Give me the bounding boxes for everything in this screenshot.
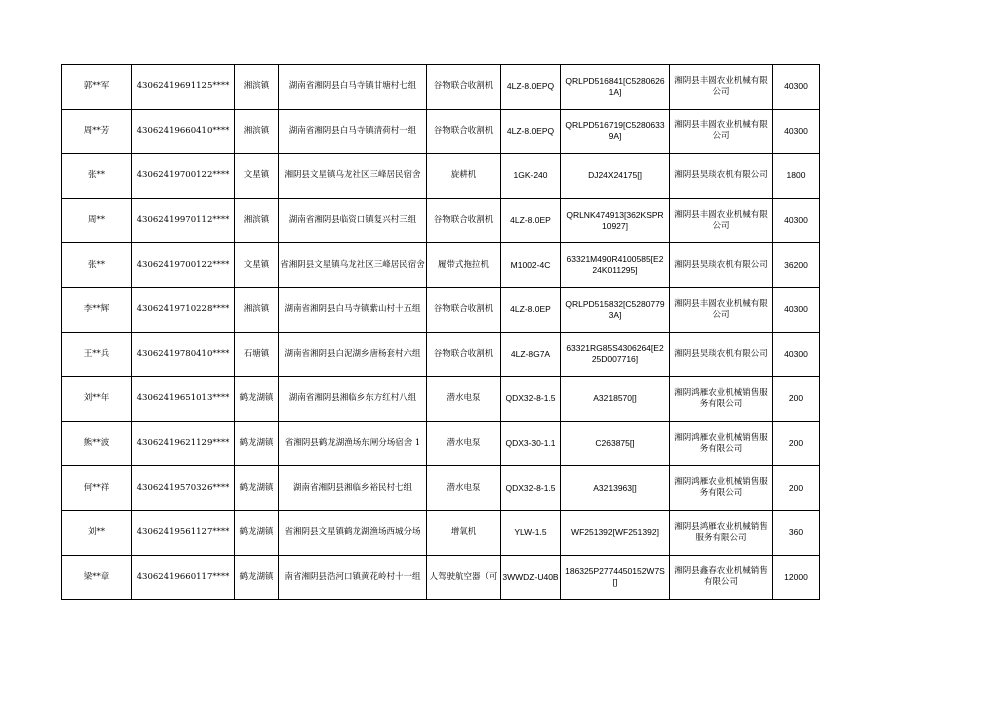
table-row: [62, 154, 820, 199]
town-cell: 湘滨镇: [235, 287, 279, 332]
serial-number-cell: DJ24X24175[]: [561, 154, 670, 199]
serial-number-cell: 63321RG85S4306264[E225D007716]: [561, 332, 670, 377]
address-cell: 湖南省湘阴县白马寺镇紫山村十五组: [279, 287, 427, 332]
table-row: [62, 510, 820, 555]
model-cell: 4LZ-8.0EPQ: [501, 109, 561, 154]
subsidy-amount-cell: 40300: [773, 332, 820, 377]
farmer-name-cell: 王**兵: [62, 332, 132, 377]
machine-type-cell: 谷物联合收割机: [427, 65, 501, 110]
serial-number-cell: A3218570[]: [561, 377, 670, 422]
model-cell: QDX32-8-1.5: [501, 377, 561, 422]
farmer-name-cell: 何**祥: [62, 466, 132, 511]
subsidy-amount-cell: 360: [773, 510, 820, 555]
town-cell: 湘滨镇: [235, 65, 279, 110]
machine-type-cell: 履带式拖拉机: [427, 243, 501, 288]
table-row: [62, 109, 820, 154]
serial-number-cell: QRLPD516841[C52806261A]: [561, 65, 670, 110]
id-number-cell: 43062419970112****: [132, 198, 235, 243]
subsidy-amount-cell: 40300: [773, 198, 820, 243]
id-number-cell: 43062419621129****: [132, 421, 235, 466]
id-number-cell: 43062419780410****: [132, 332, 235, 377]
farmer-name-cell: 周**芳: [62, 109, 132, 154]
serial-number-cell: QRLPD515832[C52807793A]: [561, 287, 670, 332]
address-cell: 湖南省湘阴县湘临乡东方红村八组: [279, 377, 427, 422]
machine-type-cell: 谷物联合收割机: [427, 198, 501, 243]
id-number-cell: 43062419700122****: [132, 243, 235, 288]
serial-number-cell: C263875[]: [561, 421, 670, 466]
machine-type-cell: 潜水电泵: [427, 421, 501, 466]
subsidy-amount-cell: 200: [773, 466, 820, 511]
dealer-cell: 湘阴鸿雁农业机械销售服务有限公司: [670, 421, 773, 466]
address-cell: 湖南省湘阴县白泥湖乡唐杨套村六组: [279, 332, 427, 377]
dealer-cell: 湘阴县昊琰农机有限公司: [670, 243, 773, 288]
id-number-cell: 43062419651013****: [132, 377, 235, 422]
farmer-name-cell: 刘**年: [62, 377, 132, 422]
dealer-cell: 湘阴鸿雁农业机械销售服务有限公司: [670, 377, 773, 422]
subsidy-amount-cell: 200: [773, 377, 820, 422]
serial-number-cell: 186325P2774450152W7S[]: [561, 555, 670, 600]
machine-type-cell: 谷物联合收割机: [427, 287, 501, 332]
model-cell: 4LZ-8.0EP: [501, 198, 561, 243]
id-number-cell: 43062419691125****: [132, 65, 235, 110]
address-cell: 南省湘阴县浩河口镇黄花岭村十一组: [279, 555, 427, 600]
serial-number-cell: QRLNK474913[362KSPR10927]: [561, 198, 670, 243]
address-cell: 湖南省湘阴县湘临乡裕民村七组: [279, 466, 427, 511]
table-row: [62, 421, 820, 466]
data-table-sheet: [61, 64, 820, 600]
table-row: [62, 555, 820, 600]
subsidy-amount-cell: 40300: [773, 65, 820, 110]
farmer-name-cell: 张**: [62, 243, 132, 288]
model-cell: M1002-4C: [501, 243, 561, 288]
farmer-name-cell: 梁**章: [62, 555, 132, 600]
town-cell: 文星镇: [235, 154, 279, 199]
address-cell: 省湘阴县文星镇鹤龙湖渔场西城分场: [279, 510, 427, 555]
farmer-name-cell: 张**: [62, 154, 132, 199]
dealer-cell: 湘阴县丰圆农业机械有限公司: [670, 198, 773, 243]
model-cell: QDX32-8-1.5: [501, 466, 561, 511]
dealer-cell: 湘阴县丰圆农业机械有限公司: [670, 109, 773, 154]
town-cell: 鹤龙湖镇: [235, 510, 279, 555]
town-cell: 湘滨镇: [235, 109, 279, 154]
id-number-cell: 43062419660410****: [132, 109, 235, 154]
town-cell: 湘滨镇: [235, 198, 279, 243]
dealer-cell: 湘阴县丰圆农业机械有限公司: [670, 287, 773, 332]
machine-type-cell: 谷物联合收割机: [427, 109, 501, 154]
farmer-name-cell: 李**辉: [62, 287, 132, 332]
address-cell: 省湘阴县鹤龙湖渔场东闸分场宿舍 1: [279, 421, 427, 466]
dealer-cell: 湘阴县鑫春农业机械销售有限公司: [670, 555, 773, 600]
town-cell: 鹤龙湖镇: [235, 421, 279, 466]
serial-number-cell: A3213963[]: [561, 466, 670, 511]
id-number-cell: 43062419660117****: [132, 555, 235, 600]
serial-number-cell: QRLPD516719[C52806339A]: [561, 109, 670, 154]
model-cell: QDX3-30-1.1: [501, 421, 561, 466]
table-row: [62, 332, 820, 377]
farmer-name-cell: 郭**军: [62, 65, 132, 110]
model-cell: 4LZ-8.0EPQ: [501, 65, 561, 110]
subsidy-amount-cell: 40300: [773, 287, 820, 332]
dealer-cell: 湘阴县昊琰农机有限公司: [670, 154, 773, 199]
subsidy-table: [61, 64, 820, 600]
subsidy-amount-cell: 40300: [773, 109, 820, 154]
machine-type-cell: 增氧机: [427, 510, 501, 555]
id-number-cell: 43062419570326****: [132, 466, 235, 511]
dealer-cell: 湘阴县昊琰农机有限公司: [670, 332, 773, 377]
id-number-cell: 43062419700122****: [132, 154, 235, 199]
subsidy-amount-cell: 36200: [773, 243, 820, 288]
table-row: [62, 198, 820, 243]
table-row: [62, 466, 820, 511]
subsidy-amount-cell: 1800: [773, 154, 820, 199]
table-row: [62, 377, 820, 422]
machine-type-cell: 谷物联合收割机: [427, 332, 501, 377]
subsidy-amount-cell: 200: [773, 421, 820, 466]
town-cell: 文星镇: [235, 243, 279, 288]
address-cell: 省湘阴县文星镇乌龙社区三峰居民宿舍: [279, 243, 427, 288]
id-number-cell: 43062419561127****: [132, 510, 235, 555]
model-cell: 1GK-240: [501, 154, 561, 199]
farmer-name-cell: 周**: [62, 198, 132, 243]
town-cell: 鹤龙湖镇: [235, 466, 279, 511]
machine-type-cell: 潜水电泵: [427, 466, 501, 511]
subsidy-amount-cell: 12000: [773, 555, 820, 600]
dealer-cell: 湘阴县丰圆农业机械有限公司: [670, 65, 773, 110]
model-cell: 3WWDZ-U40B: [501, 555, 561, 600]
address-cell: 湖南省湘阴县临资口镇复兴村三组: [279, 198, 427, 243]
address-cell: 湖南省湘阴县白马寺镇清荷村一组: [279, 109, 427, 154]
town-cell: 鹤龙湖镇: [235, 555, 279, 600]
machine-type-cell: 潜水电泵: [427, 377, 501, 422]
table-row: [62, 243, 820, 288]
model-cell: 4LZ-8.0EP: [501, 287, 561, 332]
serial-number-cell: 63321M490R4100585[E224K011295]: [561, 243, 670, 288]
table-row: [62, 287, 820, 332]
model-cell: YLW-1.5: [501, 510, 561, 555]
town-cell: 鹤龙湖镇: [235, 377, 279, 422]
machine-type-cell: 旋耕机: [427, 154, 501, 199]
serial-number-cell: WF251392[WF251392]: [561, 510, 670, 555]
farmer-name-cell: 刘**: [62, 510, 132, 555]
id-number-cell: 43062419710228****: [132, 287, 235, 332]
table-row: [62, 65, 820, 110]
dealer-cell: 湘阴县鸿雁农业机械销售服务有限公司: [670, 510, 773, 555]
machine-type-cell: 人驾驶航空器（可: [427, 555, 501, 600]
town-cell: 石塘镇: [235, 332, 279, 377]
dealer-cell: 湘阴鸿雁农业机械销售服务有限公司: [670, 466, 773, 511]
address-cell: 湖南省湘阴县白马寺镇甘塘村七组: [279, 65, 427, 110]
model-cell: 4LZ-8G7A: [501, 332, 561, 377]
farmer-name-cell: 熊**波: [62, 421, 132, 466]
address-cell: 湘阴县文星镇乌龙社区三峰居民宿舍: [279, 154, 427, 199]
